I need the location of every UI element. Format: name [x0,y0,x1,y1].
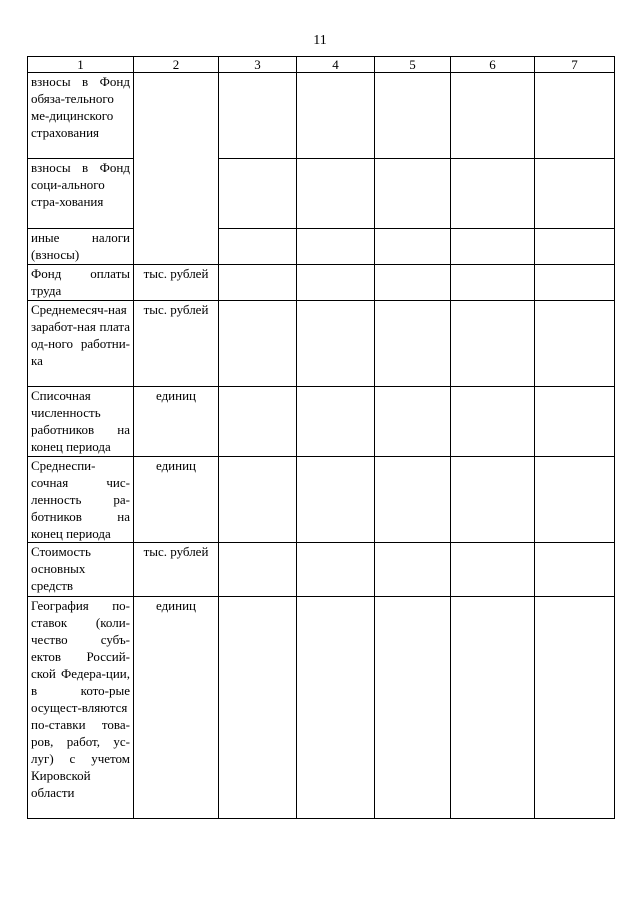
row-label: Среднеспи-сочная чис-ленность ра-ботников на конец периода [28,457,134,543]
table-cell [219,543,297,597]
table-cell [297,543,375,597]
table-row [28,73,615,159]
table-row [28,543,615,597]
table-cell [297,301,375,387]
table-row [28,301,615,387]
table-cell [451,73,535,159]
table-cell [375,229,451,265]
row-unit: тыс. рублей [134,301,219,387]
row-unit: единиц [134,597,219,819]
table-cell [535,543,615,597]
table-row [28,457,615,543]
table-cell [535,229,615,265]
row-unit: единиц [134,387,219,457]
row-label: Среднемесяч-ная заработ-ная плата од-ного работни-ка [28,301,134,387]
table-row [28,159,615,229]
table-cell [219,301,297,387]
table-row [28,387,615,457]
table-cell [219,229,297,265]
table-cell [297,265,375,301]
table-cell [297,387,375,457]
table-row [28,597,615,819]
row-label: Списочная численность работников на конец периода [28,387,134,457]
table-cell [451,229,535,265]
table-cell [375,543,451,597]
row-label: иные налоги (взносы) [28,229,134,265]
column-header-6: 6 [451,57,535,73]
table-cell [451,301,535,387]
table-cell [219,159,297,229]
table-cell [375,457,451,543]
row-label: География по-ставок (коли-чество субъ-ектов Россий-ской Федера-ции, в кото-рые осущест-вляются по-ставки това-ров, работ, ус-луг) с учетом Кировской области [28,597,134,819]
table-row [28,265,615,301]
table-cell [375,301,451,387]
row-unit: единиц [134,457,219,543]
table-cell [297,597,375,819]
column-header-7: 7 [535,57,615,73]
table-row [28,229,615,265]
table-cell [219,73,297,159]
table-cell [219,597,297,819]
column-header-5: 5 [375,57,451,73]
column-header-1: 1 [28,57,134,73]
table-cell [297,229,375,265]
table-cell [535,457,615,543]
table-cell [375,73,451,159]
table-cell [375,159,451,229]
table-cell [535,265,615,301]
data-table [27,56,615,819]
table-cell [451,387,535,457]
table-cell [451,457,535,543]
table-cell [375,597,451,819]
table-cell [535,387,615,457]
row-label: Стоимость основных средств [28,543,134,597]
table-cell [451,159,535,229]
table-cell [375,265,451,301]
table-cell [535,597,615,819]
column-header-4: 4 [297,57,375,73]
column-header-3: 3 [219,57,297,73]
table-cell [219,265,297,301]
header-row [28,57,615,73]
table-cell [219,387,297,457]
row-label: Фонд оплаты труда [28,265,134,301]
table-cell [451,597,535,819]
table-cell [297,73,375,159]
table-cell [297,159,375,229]
page-number: 11 [313,33,327,48]
table-cell [451,265,535,301]
row-unit: тыс. рублей [134,543,219,597]
table-cell [535,159,615,229]
table-cell [535,73,615,159]
row-unit: тыс. рублей [134,265,219,301]
table-cell [535,301,615,387]
table-cell [219,457,297,543]
table-cell [375,387,451,457]
column-header-2: 2 [134,57,219,73]
row-label: взносы в Фонд соци-ального стра-хования [28,159,134,229]
table-cell [297,457,375,543]
row-unit [134,73,219,265]
table-cell [451,543,535,597]
row-label: взносы в Фонд обяза-тельного ме-дицинского страхования [28,73,134,159]
